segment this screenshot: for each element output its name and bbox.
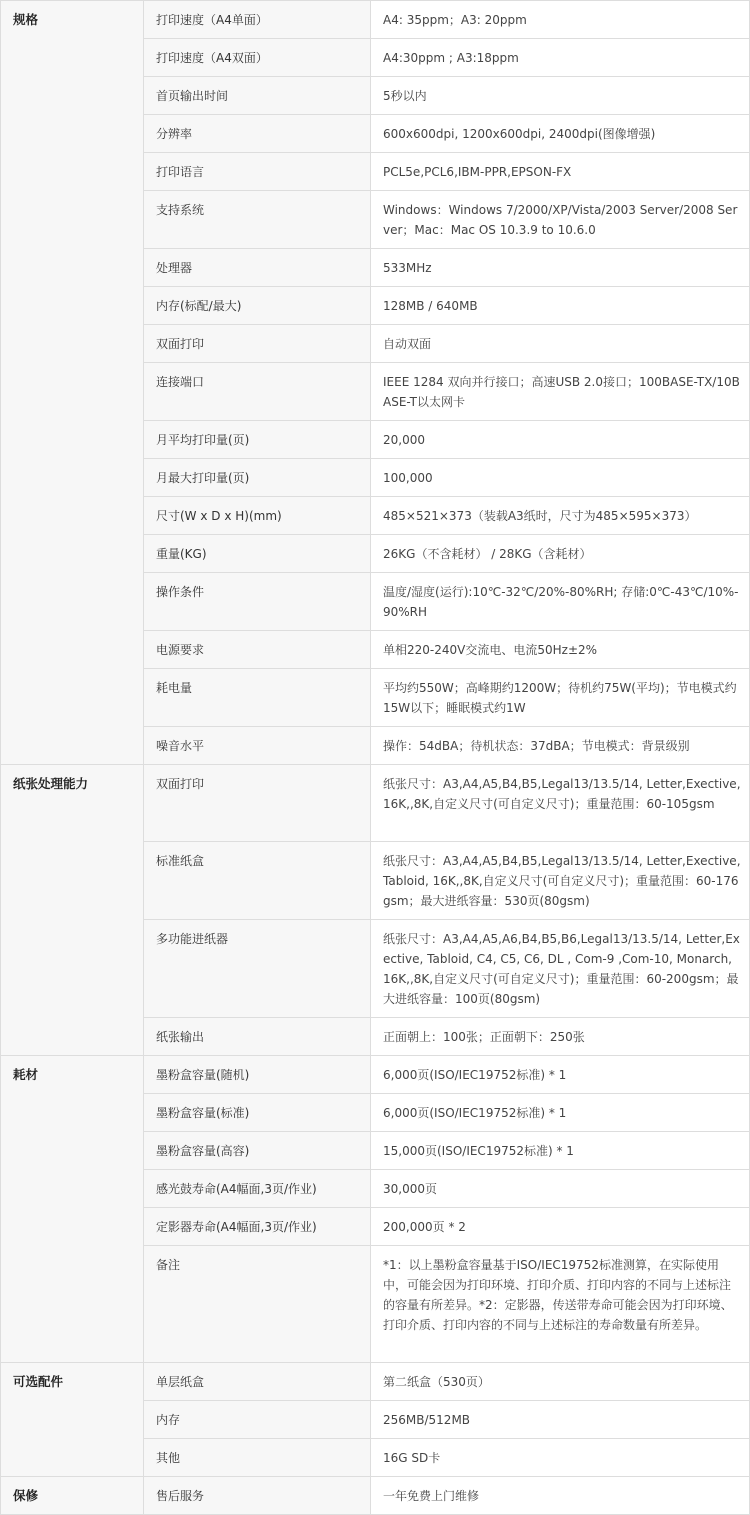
spec-value: 6,000页(ISO/IEC19752标准) * 1: [371, 1094, 750, 1132]
spec-label: 打印速度（A4双面）: [144, 39, 371, 77]
spec-label: 尺寸(W x D x H)(mm): [144, 497, 371, 535]
spec-value: 128MB / 640MB: [371, 287, 750, 325]
spec-label: 打印速度（A4单面）: [144, 1, 371, 39]
spec-label: 感光鼓寿命(A4幅面,3页/作业): [144, 1170, 371, 1208]
spec-label: 重量(KG): [144, 535, 371, 573]
section-category: 可选配件: [1, 1363, 144, 1477]
section-category: 纸张处理能力: [1, 765, 144, 1056]
spec-label: 墨粉盒容量(高容): [144, 1132, 371, 1170]
spec-label: 内存: [144, 1401, 371, 1439]
spec-value: IEEE 1284 双向并行接口；高速USB 2.0接口；100BASE-TX/10BASE-T以太网卡: [371, 363, 750, 421]
spec-row: [1, 765, 750, 842]
spec-label: 其他: [144, 1439, 371, 1477]
spec-value: 平均约550W；高峰期约1200W；待机约75W(平均)；节电模式约15W以下；睡眠模式约1W: [371, 669, 750, 727]
spec-value: 自动双面: [371, 325, 750, 363]
spec-value: 单相220-240V交流电、电流50Hz±2%: [371, 631, 750, 669]
spec-table-body: [1, 1, 750, 1515]
spec-label: 电源要求: [144, 631, 371, 669]
spec-label: 分辨率: [144, 115, 371, 153]
spec-value: PCL5e,PCL6,IBM-PPR,EPSON-FX: [371, 153, 750, 191]
spec-value: A4:30ppm ; A3:18ppm: [371, 39, 750, 77]
spec-value: A4: 35ppm；A3: 20ppm: [371, 1, 750, 39]
spec-label: 备注: [144, 1246, 371, 1363]
spec-row: [1, 1363, 750, 1401]
section-category: 规格: [1, 1, 144, 765]
spec-label: 内存(标配/最大): [144, 287, 371, 325]
spec-label: 双面打印: [144, 765, 371, 842]
spec-label: 连接端口: [144, 363, 371, 421]
spec-value: 200,000页 * 2: [371, 1208, 750, 1246]
spec-value: 5秒以内: [371, 77, 750, 115]
spec-label: 墨粉盒容量(标准): [144, 1094, 371, 1132]
section-category: 保修: [1, 1477, 144, 1515]
spec-label: 定影器寿命(A4幅面,3页/作业): [144, 1208, 371, 1246]
spec-value: 操作：54dBA；待机状态：37dBA；节电模式：背景级别: [371, 727, 750, 765]
spec-label: 月平均打印量(页): [144, 421, 371, 459]
spec-value: 256MB/512MB: [371, 1401, 750, 1439]
spec-label: 多功能进纸器: [144, 920, 371, 1018]
spec-value: 温度/湿度(运行):10℃-32℃/20%-80%RH; 存储:0℃-43℃/10%-90%RH: [371, 573, 750, 631]
spec-value: 纸张尺寸：A3,A4,A5,B4,B5,Legal13/13.5/14, Letter,Exective, Tabloid, 16K,,8K,自定义尺寸(可自定义尺寸)；重量范围：60-176gsm；最大进纸容量：530页(80gsm): [371, 842, 750, 920]
spec-value: 6,000页(ISO/IEC19752标准) * 1: [371, 1056, 750, 1094]
spec-row: [1, 1056, 750, 1094]
spec-label: 双面打印: [144, 325, 371, 363]
spec-label: 月最大打印量(页): [144, 459, 371, 497]
spec-label: 处理器: [144, 249, 371, 287]
spec-value: 纸张尺寸：A3,A4,A5,A6,B4,B5,B6,Legal13/13.5/14, Letter,Exective, Tabloid, C4, C5, C6, DL , Com-9 ,Com-10, Monarch, 16K,,8K,自定义尺寸(可自定义尺寸)；重量范围：60-200gsm；最大进纸容量：100页(80gsm): [371, 920, 750, 1018]
spec-label: 耗电量: [144, 669, 371, 727]
spec-row: [1, 1, 750, 39]
spec-label: 墨粉盒容量(随机): [144, 1056, 371, 1094]
spec-value: 16G SD卡: [371, 1439, 750, 1477]
spec-label: 支持系统: [144, 191, 371, 249]
spec-label: 打印语言: [144, 153, 371, 191]
spec-value: 30,000页: [371, 1170, 750, 1208]
spec-label: 首页输出时间: [144, 77, 371, 115]
spec-value: 100,000: [371, 459, 750, 497]
spec-label: 标准纸盒: [144, 842, 371, 920]
spec-value: 600x600dpi, 1200x600dpi, 2400dpi(图像增强): [371, 115, 750, 153]
spec-value: 533MHz: [371, 249, 750, 287]
spec-value: 15,000页(ISO/IEC19752标准) * 1: [371, 1132, 750, 1170]
spec-label: 操作条件: [144, 573, 371, 631]
spec-value: 第二纸盒（530页）: [371, 1363, 750, 1401]
spec-value: 26KG（不含耗材） / 28KG（含耗材）: [371, 535, 750, 573]
spec-value: *1：以上墨粉盒容量基于ISO/IEC19752标准测算，在实际使用中，可能会因为打印环境、打印介质、打印内容的不同与上述标注的容量有所差异。*2：定影器，传送带寿命可能会因为打印环境、打印介质、打印内容的不同与上述标注的寿命数量有所差异。: [371, 1246, 750, 1363]
spec-label: 噪音水平: [144, 727, 371, 765]
spec-value: 纸张尺寸：A3,A4,A5,B4,B5,Legal13/13.5/14, Letter,Exective, 16K,,8K,自定义尺寸(可自定义尺寸)；重量范围：60-105gsm: [371, 765, 750, 842]
spec-value: 正面朝上：100张；正面朝下：250张: [371, 1018, 750, 1056]
spec-value: 20,000: [371, 421, 750, 459]
spec-value: 485×521×373（装载A3纸时，尺寸为485×595×373）: [371, 497, 750, 535]
section-category: 耗材: [1, 1056, 144, 1363]
spec-value: 一年免费上门维修: [371, 1477, 750, 1515]
spec-label: 纸张输出: [144, 1018, 371, 1056]
spec-value: Windows：Windows 7/2000/XP/Vista/2003 Server/2008 Server；Mac：Mac OS 10.3.9 to 10.6.0: [371, 191, 750, 249]
spec-label: 售后服务: [144, 1477, 371, 1515]
spec-row: [1, 1477, 750, 1515]
spec-label: 单层纸盒: [144, 1363, 371, 1401]
